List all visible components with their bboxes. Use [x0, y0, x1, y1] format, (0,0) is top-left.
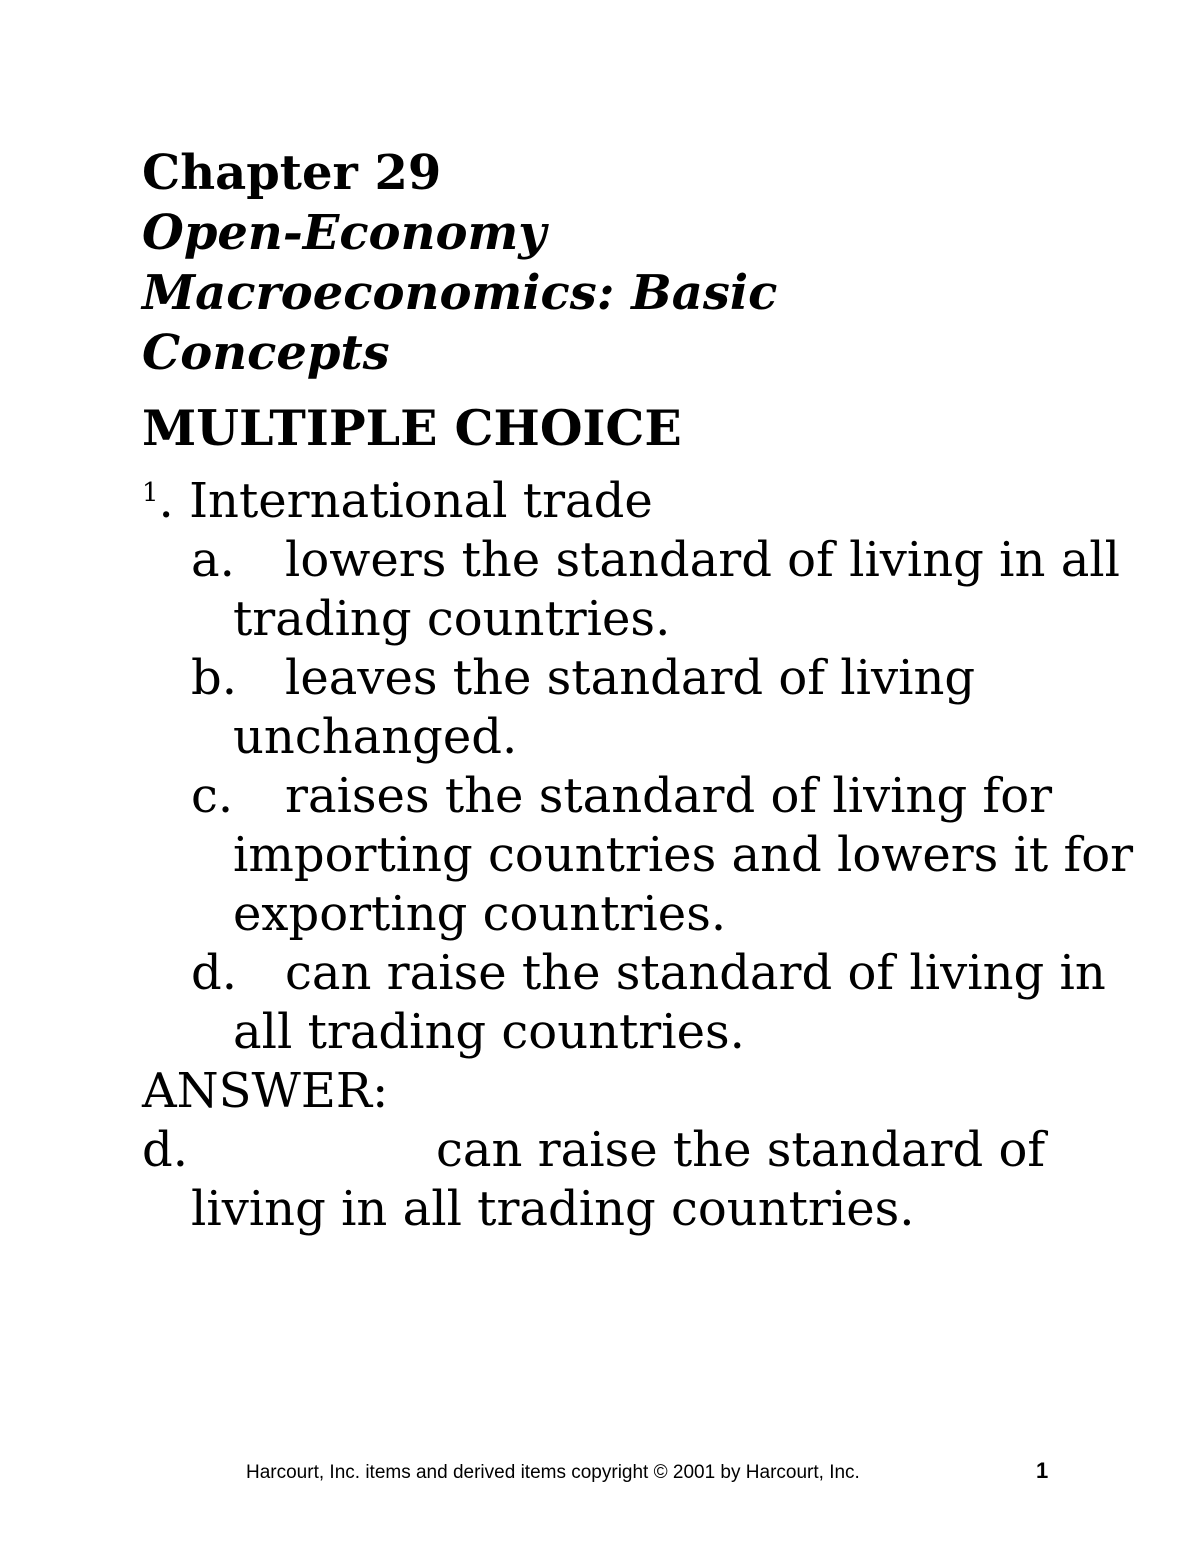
- question-text: . International trade: [158, 473, 653, 529]
- option-text: leaves the standard of living unchanged.: [233, 650, 976, 765]
- answer-options: [142, 531, 1142, 1062]
- chapter-title-line-2: Macroeconomics: Basic: [142, 265, 778, 321]
- option-c: [142, 767, 1142, 944]
- section-heading: MULTIPLE CHOICE: [142, 399, 682, 457]
- option-letter: a.: [191, 532, 235, 588]
- question-stem: [142, 472, 1142, 531]
- option-text: raises the standard of living for importing countries and lowers it for exporting countries.: [233, 768, 1134, 942]
- option-letter: c.: [191, 768, 234, 824]
- question-number: 1: [142, 478, 159, 508]
- page-content: [142, 143, 1142, 1239]
- option-text: can raise the standard of living in all trading countries.: [233, 945, 1106, 1060]
- option-b: [142, 649, 1142, 767]
- chapter-heading: Chapter 29: [142, 145, 442, 201]
- option-text: lowers the standard of living in all trading countries.: [233, 532, 1121, 647]
- page-number: 1: [1036, 1458, 1049, 1483]
- option-a: [142, 531, 1142, 649]
- option-letter: d.: [191, 945, 237, 1001]
- answer-key: [142, 1062, 1142, 1239]
- answer-label: ANSWER: d.: [142, 1063, 389, 1178]
- option-d: [142, 944, 1142, 1062]
- chapter-title-line-1: Open-Economy: [142, 205, 547, 261]
- answer-text: can raise the standard of living in all trading countries.: [191, 1122, 1046, 1237]
- option-letter: b.: [191, 650, 237, 706]
- footer-copyright: Harcourt, Inc. items and derived items copyright © 2001 by Harcourt, Inc.: [246, 1462, 860, 1483]
- chapter-title-line-3: Concepts: [142, 325, 390, 381]
